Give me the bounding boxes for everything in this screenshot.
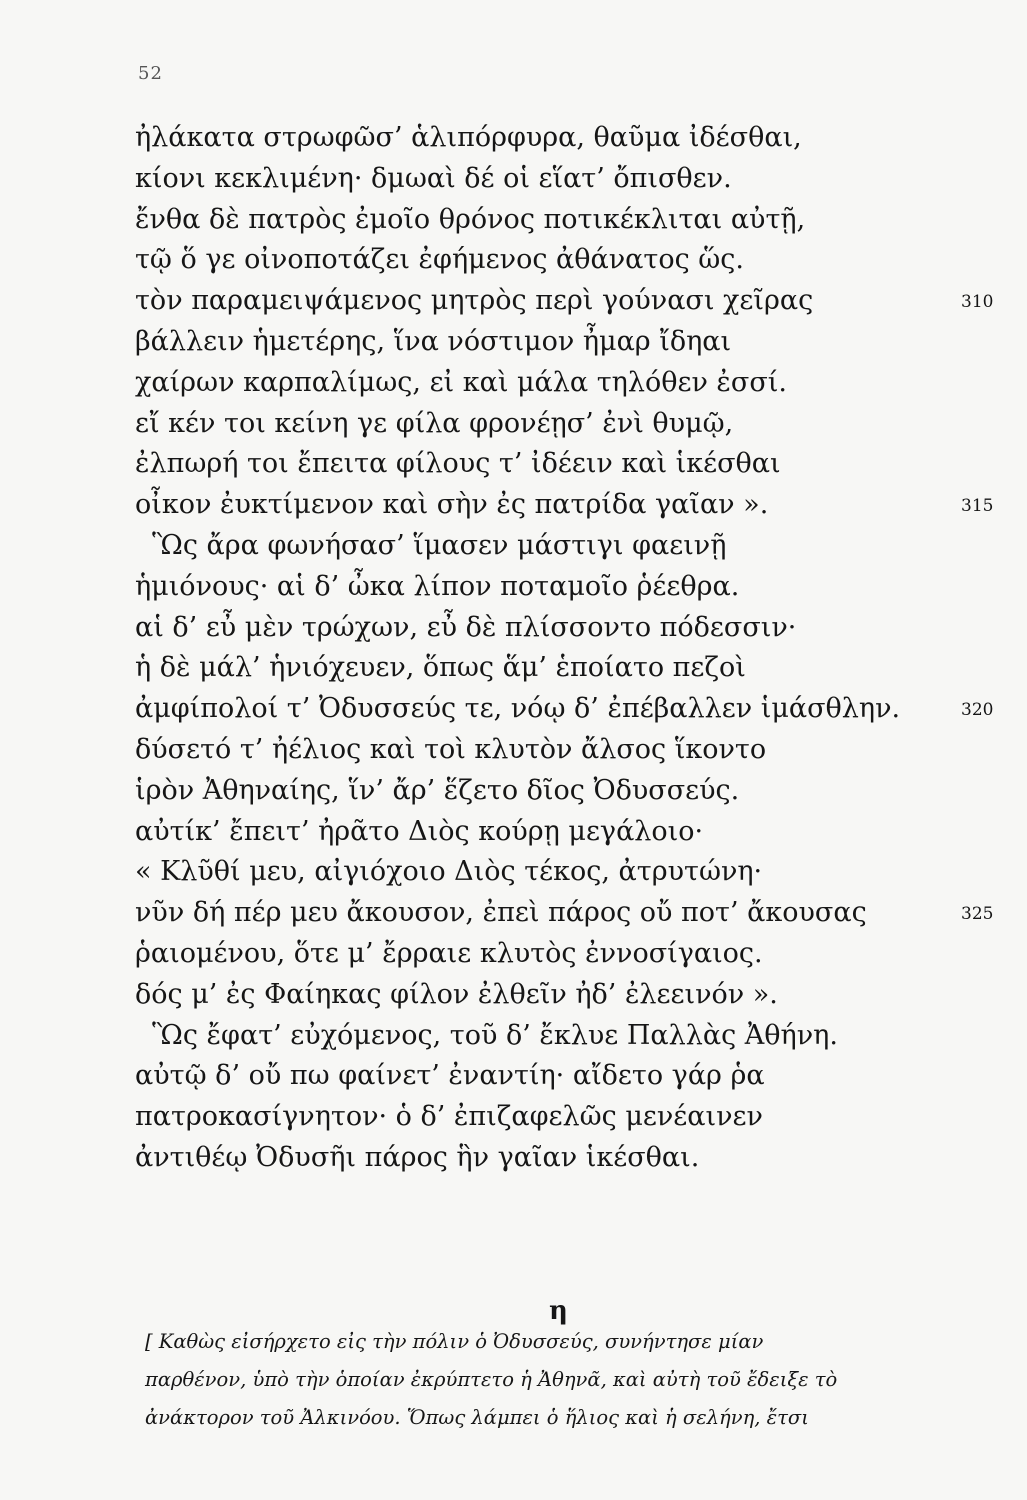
verse-line: [135, 1138, 1015, 1179]
line-number: 315: [961, 496, 994, 517]
verse-text: ἀμφίπολοί τ’ Ὀδυσσεύς τε, νόῳ δ’ ἐπέβαλλεν ἱμάσθλην.: [135, 693, 901, 725]
verse-text: βάλλειν ἡμετέρης, ἵνα νόστιμον ἦμαρ ἴδηαι: [135, 325, 732, 357]
verse-text: ἠλάκατα στρωφῶσ’ ἁλιπόρφυρα, θαῦμα ἰδέσθαι,: [135, 122, 802, 153]
summary-line: [ Καθὼς εἰσήρχετο εἰς τὴν πόλιν ὁ Ὀδυσσεύς, συνήντησε μίαν: [145, 1330, 764, 1353]
verse-line: [135, 852, 1015, 893]
verse-text: ῥαιομένου, ὅτε μ’ ἔρραιε κλυτὸς ἐννοσίγαιος.: [135, 937, 763, 969]
verse-line: [135, 444, 1015, 485]
summary-line: παρθένον, ὑπὸ τὴν ὁποίαν ἐκρύπτετο ἡ Ἀθηνᾶ, καὶ αὐτὴ τοῦ ἔδειξε τὸ: [145, 1368, 838, 1391]
verse-text: δύσετό τ’ ἠέλιος καὶ τοὶ κλυτὸν ἄλσος ἵκοντο: [135, 733, 767, 765]
verse-line: [135, 1056, 1015, 1097]
verse-text: ἀντιθέῳ Ὀδυσῆι πάρος ἣν γαῖαν ἱκέσθαι.: [135, 1141, 700, 1173]
verse-line: [135, 648, 1015, 689]
verse-line: [135, 689, 1015, 730]
verse-line: [135, 771, 1015, 812]
verse-text: αὐτῷ δ’ οὔ πω φαίνετ’ ἐναντίη· αἴδετο γάρ ῥα: [135, 1060, 765, 1092]
verse-line: [135, 1097, 1015, 1138]
line-number: 310: [961, 292, 994, 313]
verse-text: ἔνθα δὲ πατρὸς ἐμοῖο θρόνος ποτικέκλιται αὐτῇ,: [135, 203, 806, 235]
verse-text: ἡμιόνους· αἱ δ’ ὦκα λίπον ποταμοῖο ῥέεθρα.: [135, 570, 740, 602]
verse-line: [135, 118, 1015, 159]
verse-line: [135, 526, 1015, 567]
verse-text: νῦν δή πέρ μευ ἄκουσον, ἐπεὶ πάρος οὔ ποτ’ ἄκουσας: [135, 897, 867, 929]
line-number: 325: [961, 904, 994, 925]
book-letter: η: [549, 1296, 568, 1326]
verse-line: [135, 812, 1015, 853]
verse-block: [135, 118, 1015, 1179]
verse-text: « Κλῦθί μευ, αἰγιόχοιο Διὸς τέκος, ἀτρυτώνη·: [135, 856, 763, 888]
verse-text: αὐτίκ’ ἔπειτ’ ἠρᾶτο Διὸς κούρῃ μεγάλοιο·: [135, 815, 704, 847]
page-number: 52: [138, 63, 163, 84]
verse-text: τὸν παραμειψάμενος μητρὸς περὶ γούνασι χεῖρας: [135, 285, 814, 317]
verse-text: Ὣς ἔφατ’ εὐχόμενος, τοῦ δ’ ἔκλυε Παλλὰς Ἀθήνη.: [135, 1019, 838, 1051]
verse-line: [135, 567, 1015, 608]
verse-line: [135, 159, 1015, 200]
verse-line: [135, 404, 1015, 445]
verse-line: [135, 240, 1015, 281]
verse-line: [135, 730, 1015, 771]
line-number: 320: [961, 700, 994, 721]
verse-line: [135, 934, 1015, 975]
verse-line: [135, 893, 1015, 934]
verse-line: [135, 200, 1015, 241]
verse-line: [135, 1016, 1015, 1057]
verse-text: δός μ’ ἐς Φαίηκας φίλον ἐλθεῖν ἠδ’ ἐλεεινόν ».: [135, 978, 778, 1010]
verse-text: ἡ δὲ μάλ’ ἡνιόχευεν, ὅπως ἅμ’ ἑποίατο πεζοὶ: [135, 652, 746, 684]
verse-line: [135, 281, 1015, 322]
verse-line: [135, 363, 1015, 404]
verse-line: [135, 975, 1015, 1016]
verse-text: αἱ δ’ εὖ μὲν τρώχων, εὖ δὲ πλίσσοντο πόδεσσιν·: [135, 611, 797, 643]
verse-line: [135, 322, 1015, 363]
verse-text: ἱρὸν Ἀθηναίης, ἵν’ ἄρ’ ἕζετο δῖος Ὀδυσσεύς.: [135, 774, 740, 806]
verse-text: κίονι κεκλιμένη· δμωαὶ δέ οἱ εἵατ’ ὄπισθεν.: [135, 162, 732, 194]
verse-text: Ὣς ἄρα φωνήσασ’ ἵμασεν μάστιγι φαεινῇ: [135, 529, 727, 561]
verse-text: οἶκον ἐυκτίμενον καὶ σὴν ἐς πατρίδα γαῖαν ».: [135, 489, 769, 521]
verse-text: τῷ ὅ γε οἰνοποτάζει ἐφήμενος ἀθάνατος ὥς.: [135, 244, 745, 276]
verse-line: [135, 608, 1015, 649]
verse-line: [135, 485, 1015, 526]
summary-line: ἀνάκτορον τοῦ Ἀλκινόου. Ὅπως λάμπει ὁ ἥλιος καὶ ἡ σελήνη, ἔτσι: [145, 1406, 809, 1429]
summary-paragraph: [145, 1323, 1015, 1437]
verse-text: εἴ κέν τοι κείνη γε φίλα φρονέῃσ’ ἐνὶ θυμῷ,: [135, 407, 734, 439]
verse-text: χαίρων καρπαλίμως, εἰ καὶ μάλα τηλόθεν ἐσσί.: [135, 366, 787, 398]
verse-text: πατροκασίγνητον· ὁ δ’ ἐπιζαφελῶς μενέαινεν: [135, 1101, 763, 1133]
verse-text: ἐλπωρή τοι ἔπειτα φίλους τ’ ἰδέειν καὶ ἱκέσθαι: [135, 448, 781, 480]
